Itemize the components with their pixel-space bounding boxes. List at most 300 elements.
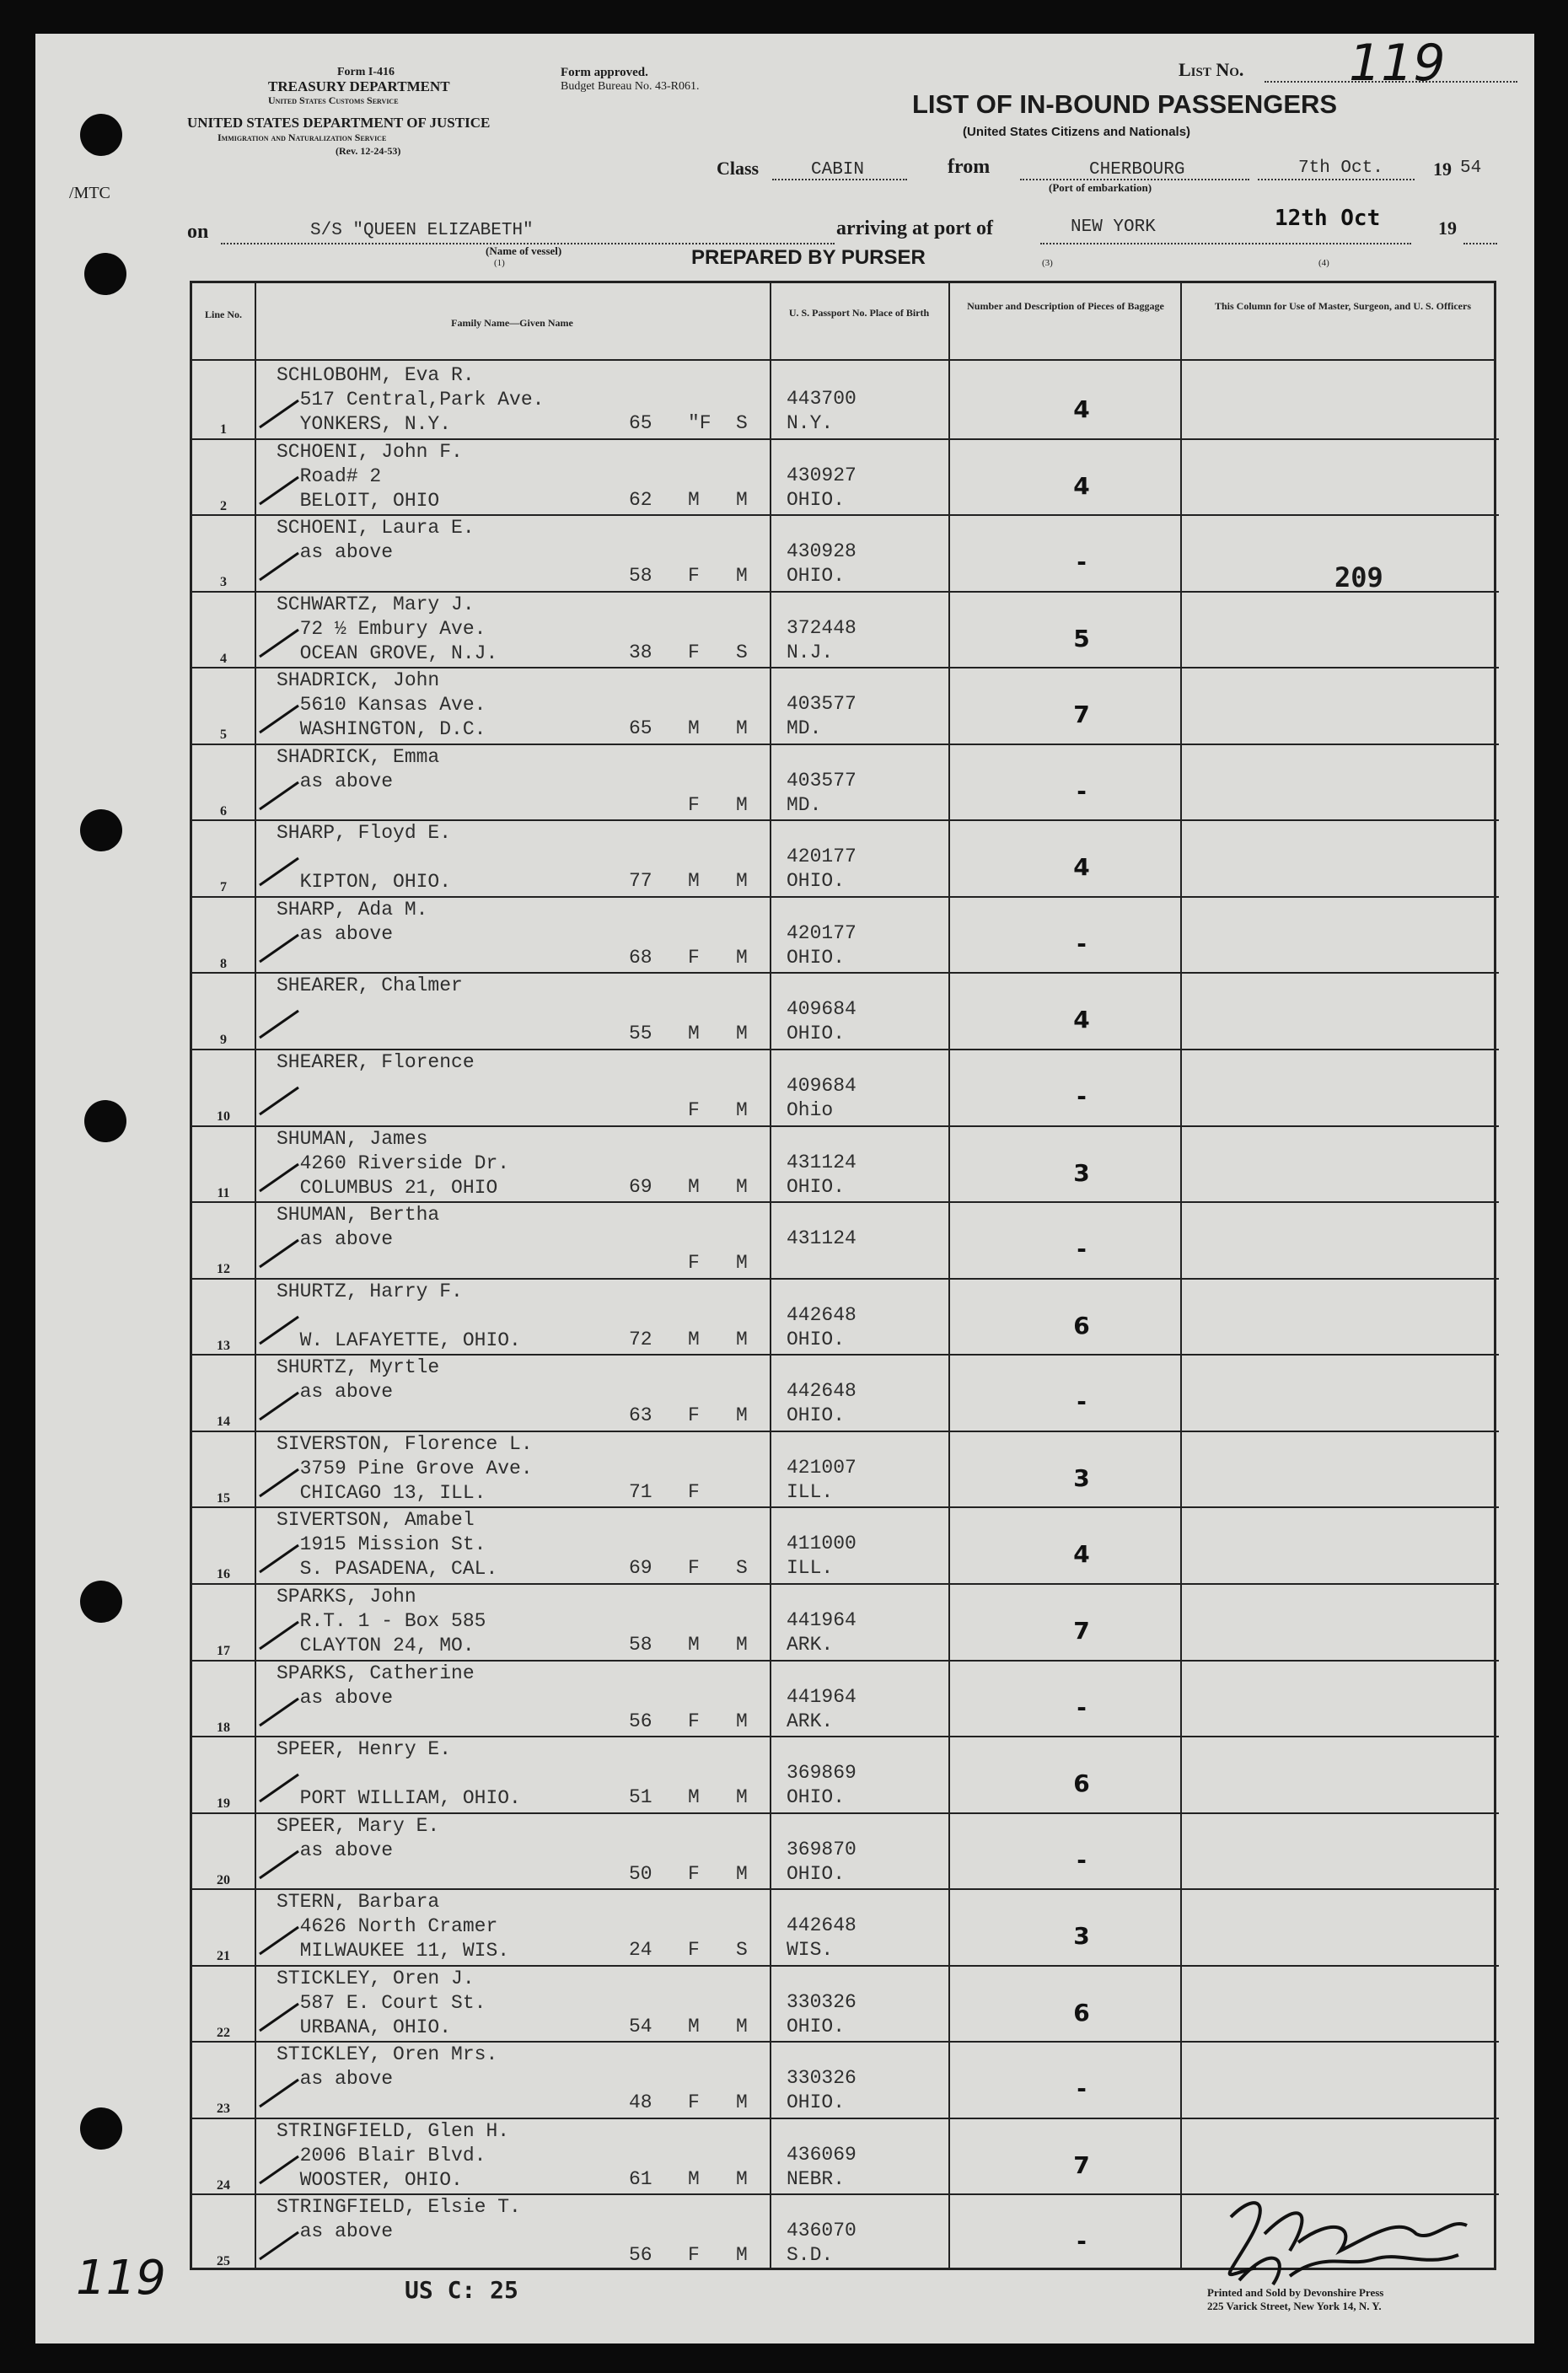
passport-block (787, 997, 856, 1046)
marital-status: M (736, 1862, 748, 1885)
header-line-no: Line No. (204, 309, 242, 320)
table-row (192, 362, 1499, 440)
passport-number: 442648 (787, 1914, 856, 1937)
check-mark-icon (258, 2227, 300, 2261)
passport-number: 431124 (787, 1227, 856, 1250)
passport-number: 442648 (787, 1303, 856, 1326)
arriving-label: arriving at port of (836, 217, 993, 239)
passport-number: 421007 (787, 1456, 856, 1479)
passenger-name-block (277, 1662, 475, 1735)
passport-number: 403577 (787, 693, 856, 716)
printer-line-2: 225 Varick Street, New York 14, N. Y. (1207, 2300, 1382, 2312)
passenger-name: SHARP, Ada M. (277, 898, 428, 921)
passenger-name-block (277, 974, 463, 1047)
line-number: 25 (217, 2254, 230, 2269)
passenger-address: R.T. 1 - Box 585 (277, 1609, 486, 1632)
passenger-name-block (277, 745, 439, 819)
passport-number: 441964 (787, 1608, 856, 1631)
passenger-address: 5610 Kansas Ave. (277, 694, 486, 717)
place-of-birth: OHIO. (787, 565, 846, 588)
passenger-name-block (277, 2043, 497, 2116)
passport-block (787, 1685, 856, 1734)
passport-block (787, 1456, 856, 1505)
prepared-by: PREPARED BY PURSER (691, 246, 926, 269)
passenger-age: 63 (629, 1404, 652, 1427)
passenger-sex: F (688, 1404, 700, 1427)
passenger-sex: F (688, 1480, 700, 1503)
passport-block (787, 1990, 856, 2039)
passenger-name: STRINGFIELD, Glen H. (277, 2119, 510, 2142)
place-of-birth: OHIO. (787, 1862, 846, 1885)
place-of-birth: OHIO. (787, 946, 846, 969)
passenger-name: SCHOENI, Laura E. (277, 517, 475, 540)
passenger-sex: M (688, 870, 700, 893)
table-row (192, 1201, 1499, 1280)
line-number: 12 (217, 1262, 230, 1277)
year-value: 54 (1460, 158, 1482, 178)
passport-block (787, 616, 856, 665)
passenger-sex: "F (688, 412, 712, 434)
revision: (Rev. 12-24-53) (336, 145, 401, 157)
marital-status: M (736, 488, 748, 511)
header-family-name: Family Name—Given Name (451, 317, 573, 329)
baggage-count: 7 (1073, 701, 1090, 729)
passport-block (787, 2143, 856, 2192)
marital-status: M (736, 1023, 748, 1045)
vessel-note: (Name of vessel) (486, 244, 562, 257)
line-number: 24 (217, 2177, 230, 2193)
note-1: (1) (494, 258, 505, 268)
baggage-count: 7 (1073, 2150, 1090, 2179)
check-mark-icon (258, 1540, 300, 1574)
passenger-age: 61 (629, 2167, 652, 2190)
line-number: 9 (220, 1033, 227, 1048)
class-label: Class (717, 158, 760, 179)
check-mark-icon (258, 2151, 300, 2185)
arriving-port: NEW YORK (1071, 217, 1156, 237)
check-mark-icon (258, 1159, 300, 1193)
class-value: CABIN (811, 160, 865, 180)
passport-number: 369870 (787, 1838, 856, 1860)
passenger-age: 38 (629, 641, 652, 663)
passenger-address (277, 1075, 475, 1099)
check-mark-icon (258, 548, 300, 582)
passenger-address: as above (277, 1839, 394, 1861)
passenger-name-block (277, 593, 497, 666)
passport-number: 443700 (787, 388, 856, 410)
passenger-address: CLAYTON 24, MO. (277, 1634, 475, 1656)
passenger-address: as above (277, 1228, 394, 1251)
passenger-name: STICKLEY, Oren Mrs. (277, 2043, 498, 2066)
passenger-address: URBANA, OHIO. (277, 2016, 452, 2038)
justice-dept: UNITED STATES DEPARTMENT OF JUSTICE (187, 115, 491, 131)
check-mark-icon (258, 1312, 300, 1345)
officer-note: 209 (1334, 561, 1383, 593)
line-number: 18 (217, 1720, 230, 1735)
punch-hole (80, 1581, 122, 1623)
passport-number: 403577 (787, 769, 856, 792)
passport-block (787, 1151, 856, 1200)
vessel-name: S/S "QUEEN ELIZABETH" (310, 221, 534, 240)
passenger-sex: M (688, 2167, 700, 2190)
passport-number: 330326 (787, 2067, 856, 2090)
marital-status: M (736, 793, 748, 816)
passenger-sex: F (688, 641, 700, 663)
marital-status: S (736, 412, 748, 434)
year-label: 19 (1438, 217, 1457, 239)
table-row (192, 1583, 1499, 1662)
passenger-age: 72 (629, 1328, 652, 1350)
passenger-sex: M (688, 1023, 700, 1045)
check-mark-icon (258, 1082, 300, 1116)
passenger-name-block (277, 1508, 497, 1581)
arrival-date: 12th Oct (1275, 206, 1381, 231)
passenger-address: CHICAGO 13, ILL. (277, 1481, 486, 1504)
passenger-age: 55 (629, 1023, 652, 1045)
place-of-birth: MD. (787, 793, 822, 816)
table-row (192, 1049, 1499, 1127)
passenger-address: W. LAFAYETTE, OHIO. (277, 1329, 521, 1351)
check-mark-icon (258, 853, 300, 887)
passport-block (787, 1227, 856, 1275)
page-mark: 119 (76, 2251, 166, 2306)
passenger-name-block (277, 1890, 509, 1963)
check-mark-icon (258, 1922, 300, 1956)
passenger-sex: F (688, 1252, 700, 1275)
passport-block (787, 1303, 856, 1352)
passenger-address (277, 565, 475, 589)
place-of-birth: WIS. (787, 1939, 834, 1962)
baggage-count: 3 (1073, 1922, 1090, 1951)
passenger-address (277, 1252, 439, 1276)
baggage-count: - (1077, 1845, 1087, 1874)
passenger-address: Road# 2 (277, 464, 382, 487)
place-of-birth: OHIO. (787, 2091, 846, 2114)
place-of-birth: OHIO. (787, 2015, 846, 2037)
baggage-count: 7 (1073, 1616, 1090, 1645)
passenger-name-block (277, 668, 486, 742)
marital-status: M (736, 1175, 748, 1198)
passport-number: 330326 (787, 1990, 856, 2013)
passenger-name-block (277, 2119, 509, 2193)
passenger-address (277, 998, 463, 1023)
place-of-birth: ARK. (787, 1633, 834, 1656)
table-row (192, 972, 1499, 1050)
baggage-count: 4 (1073, 1540, 1090, 1569)
passenger-sex: F (688, 1862, 700, 1885)
table-row (192, 1431, 1499, 1509)
place-of-birth (787, 1251, 856, 1275)
treasury-dept: TREASURY DEPARTMENT (268, 78, 450, 94)
passport-block (787, 1761, 856, 1810)
on-label: on (187, 221, 209, 243)
passenger-name: SHUMAN, James (277, 1127, 428, 1150)
passenger-name-block (277, 1127, 509, 1200)
passenger-address (277, 1099, 475, 1124)
line-number: 2 (220, 498, 227, 513)
check-mark-icon (258, 1388, 300, 1421)
baggage-count: - (1077, 1082, 1087, 1111)
line-number: 14 (217, 1415, 230, 1430)
passport-block (787, 845, 856, 894)
passenger-address: as above (277, 922, 394, 945)
line-number: 23 (217, 2102, 230, 2117)
passenger-sex: M (688, 1328, 700, 1350)
baggage-count: 4 (1073, 1006, 1090, 1034)
table-row (192, 1660, 1499, 1738)
table-row (192, 744, 1499, 822)
passenger-age: 65 (629, 717, 652, 740)
list-no-label: List No. (1179, 59, 1244, 80)
passenger-name: SIVERSTON, Florence L. (277, 1432, 533, 1455)
passport-number: 409684 (787, 1075, 856, 1098)
passenger-name: SCHLOBOHM, Eva R. (277, 364, 475, 386)
passenger-age: 65 (629, 412, 652, 434)
line-number: 8 (220, 956, 227, 971)
table-row (192, 1125, 1499, 1204)
table-row (192, 1965, 1499, 2043)
passenger-age: 56 (629, 2244, 652, 2267)
line-number: 22 (217, 2025, 230, 2040)
passenger-name-block (277, 1432, 533, 1506)
passenger-name-block (277, 2195, 521, 2268)
passenger-age: 24 (629, 1939, 652, 1962)
page-title: LIST OF IN-BOUND PASSENGERS (912, 89, 1338, 119)
place-of-birth: Ohio (787, 1099, 834, 1122)
passenger-name-block (277, 1585, 486, 1658)
departure-date: 7th Oct. (1298, 158, 1383, 178)
passenger-sex: F (688, 1557, 700, 1580)
place-of-birth: S.D. (787, 2244, 834, 2267)
passenger-address (277, 1863, 439, 1887)
passport-number: 431124 (787, 1151, 856, 1173)
passport-number: 420177 (787, 921, 856, 944)
check-mark-icon (258, 777, 300, 811)
passenger-address: 3759 Pine Grove Ave. (277, 1457, 533, 1479)
place-of-birth: N.Y. (787, 412, 834, 434)
punch-hole (80, 809, 122, 851)
header-baggage: Number and Description of Pieces of Baggage (967, 300, 1164, 312)
table-row (192, 1278, 1499, 1356)
passenger-name: SPEER, Henry E. (277, 1738, 452, 1761)
passenger-name-block (277, 1050, 475, 1124)
passenger-address (277, 1023, 463, 1047)
line-number: 20 (217, 1872, 230, 1887)
passport-number: 441964 (787, 1685, 856, 1708)
passenger-sex: F (688, 2091, 700, 2114)
passenger-name-block (277, 1814, 439, 1887)
baggage-count: - (1077, 2075, 1087, 2103)
passenger-address: as above (277, 2220, 394, 2243)
line-number: 3 (220, 575, 227, 590)
year-prefix: 19 (1433, 158, 1452, 180)
passport-block (787, 464, 856, 513)
table-row (192, 591, 1499, 669)
passenger-address (277, 2244, 521, 2268)
line-number: 6 (220, 803, 227, 819)
check-mark-icon (258, 701, 300, 734)
page-subtitle: (United States Citizens and Nationals) (963, 125, 1191, 139)
baggage-count: - (1077, 1235, 1087, 1264)
marital-status: M (736, 1710, 748, 1732)
passenger-sex: F (688, 1939, 700, 1962)
passenger-name: SHURTZ, Myrtle (277, 1356, 440, 1379)
passenger-address (277, 1710, 475, 1735)
baggage-count: 4 (1073, 395, 1090, 423)
table-row (192, 819, 1499, 898)
customs-service: United States Customs Service (268, 94, 399, 106)
passenger-name: SPARKS, John (277, 1585, 416, 1608)
place-of-birth: OHIO. (787, 1404, 846, 1427)
passport-block (787, 1379, 856, 1428)
marital-status: M (736, 870, 748, 893)
check-mark-icon (258, 2075, 300, 2108)
place-of-birth: OHIO. (787, 870, 846, 893)
place-of-birth: N.J. (787, 641, 834, 663)
check-mark-icon (258, 1999, 300, 2032)
table-row (192, 438, 1499, 517)
passenger-name: STERN, Barbara (277, 1891, 440, 1914)
passenger-name-block (277, 821, 451, 894)
header-passport: U. S. Passport No. Place of Birth (788, 307, 930, 319)
marital-status: M (736, 1328, 748, 1350)
marital-status: S (736, 1939, 748, 1962)
marital-status: M (736, 1099, 748, 1122)
passport-number: 411000 (787, 1533, 856, 1555)
passport-block (787, 1838, 856, 1887)
check-mark-icon (258, 1006, 300, 1039)
baggage-count: - (1077, 929, 1087, 958)
passenger-address: MILWAUKEE 11, WIS. (277, 1940, 510, 1962)
passenger-age: 56 (629, 1710, 652, 1732)
marital-status: M (736, 1786, 748, 1809)
passenger-address: 1915 Mission St. (277, 1533, 486, 1556)
check-mark-icon (258, 1617, 300, 1651)
table-row (192, 1354, 1499, 1432)
line-number: 10 (217, 1109, 230, 1125)
passenger-address: 517 Central,Park Ave. (277, 389, 545, 411)
passenger-age: 48 (629, 2091, 652, 2114)
passenger-name: SPARKS, Catherine (277, 1662, 475, 1684)
passenger-name: SHADRICK, John (277, 669, 440, 692)
passport-block (787, 2219, 856, 2268)
passenger-name: SHADRICK, Emma (277, 745, 440, 768)
passport-number: 436070 (787, 2220, 856, 2242)
passenger-name: SHARP, Floyd E. (277, 822, 452, 845)
baggage-count: - (1077, 776, 1087, 805)
passenger-sex: F (688, 1099, 700, 1122)
check-mark-icon (258, 1464, 300, 1498)
passport-block (787, 1074, 856, 1123)
baggage-count: - (1077, 1693, 1087, 1721)
passenger-age: 71 (629, 1480, 652, 1503)
passenger-age: 69 (629, 1175, 652, 1198)
punch-hole (84, 1100, 126, 1142)
passport-number: 409684 (787, 998, 856, 1021)
passport-block (787, 540, 856, 588)
passenger-age: 62 (629, 488, 652, 511)
passenger-name: STICKLEY, Oren J. (277, 1967, 475, 1989)
passenger-address: 587 E. Court St. (277, 1991, 486, 2014)
passenger-table (190, 281, 1496, 2270)
table-row (192, 1736, 1499, 1814)
passenger-sex: M (688, 2015, 700, 2037)
marital-status: M (736, 717, 748, 740)
passenger-name-block (277, 1203, 439, 1276)
passport-block (787, 1532, 856, 1581)
header-officers: This Column for Use of Master, Surgeon, and U. S. Officers (1214, 300, 1471, 312)
budget-bureau: Budget Bureau No. 43-R061. (561, 80, 700, 93)
place-of-birth: OHIO. (787, 1328, 846, 1350)
check-mark-icon (258, 625, 300, 658)
table-row (192, 1506, 1499, 1585)
passenger-sex: F (688, 793, 700, 816)
list-no-value: 119 (1349, 34, 1446, 93)
table-row (192, 667, 1499, 745)
passenger-address: as above (277, 1381, 394, 1404)
punch-hole (84, 253, 126, 295)
check-mark-icon (258, 1769, 300, 1803)
place-of-birth: OHIO. (787, 1175, 846, 1198)
passport-number: 372448 (787, 616, 856, 639)
passport-block (787, 769, 856, 818)
place-of-birth: ILL. (787, 1557, 834, 1580)
passenger-name: SCHOENI, John F. (277, 440, 463, 463)
printer-line-1: Printed and Sold by Devonshire Press (1207, 2286, 1384, 2299)
place-of-birth: ILL. (787, 1480, 834, 1503)
passenger-address: as above (277, 2068, 394, 2091)
table-row (192, 2041, 1499, 2119)
ins-service: Immigration and Naturalization Service (217, 132, 387, 143)
baggage-count: 4 (1073, 853, 1090, 882)
passenger-age: 58 (629, 565, 652, 588)
table-row (192, 1888, 1499, 1967)
passenger-sex: M (688, 1786, 700, 1809)
passenger-address: 2006 Blair Blvd. (277, 2144, 486, 2166)
baggage-count: - (1077, 1388, 1087, 1416)
passenger-sex: M (688, 1175, 700, 1198)
punch-hole (80, 2107, 122, 2150)
passenger-address: KIPTON, OHIO. (277, 871, 452, 894)
form-approved: Form approved. (561, 66, 648, 79)
passenger-address: WOOSTER, OHIO. (277, 2168, 463, 2191)
passport-block (787, 2066, 856, 2115)
marital-status: M (736, 946, 748, 969)
passenger-address (277, 846, 451, 870)
passport-number: 436069 (787, 2143, 856, 2166)
check-mark-icon (258, 472, 300, 506)
line-number: 1 (220, 422, 227, 437)
passenger-name-block (277, 1967, 486, 2040)
passenger-name: SCHWARTZ, Mary J. (277, 593, 475, 615)
passenger-address: 4626 North Cramer (277, 1915, 498, 1938)
passenger-sex: F (688, 946, 700, 969)
marital-status: S (736, 641, 748, 663)
table-row (192, 1812, 1499, 1891)
check-mark-icon (258, 930, 300, 964)
marital-status: M (736, 2091, 748, 2114)
passenger-name: SHURTZ, Harry F. (277, 1280, 463, 1302)
passenger-sex: M (688, 717, 700, 740)
passenger-address: as above (277, 770, 394, 792)
from-value: CHERBOURG (1089, 160, 1185, 180)
passenger-address: WASHINGTON, D.C. (277, 718, 486, 741)
passenger-age: 51 (629, 1786, 652, 1809)
passenger-name-block (277, 440, 463, 513)
passport-number: 369869 (787, 1762, 856, 1785)
passport-number: 430927 (787, 464, 856, 486)
punch-hole (80, 114, 122, 156)
